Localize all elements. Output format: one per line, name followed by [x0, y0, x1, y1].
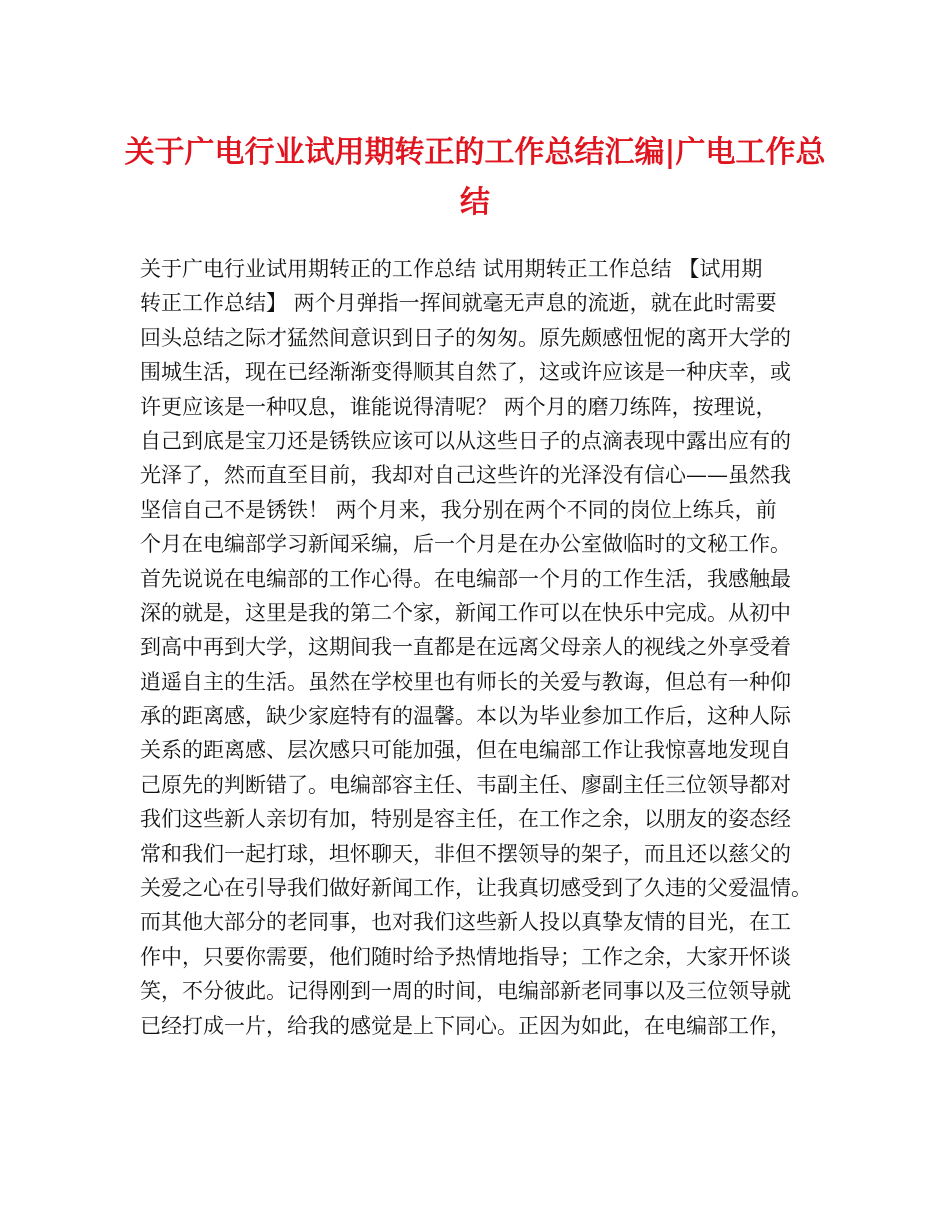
body-line: 回头总结之际才猛然间意识到日子的匆匆。原先颇感忸怩的离开大学的 — [140, 325, 791, 350]
body-line: 逍遥自主的生活。虽然在学校里也有师长的关爱与教诲，但总有一种仰 — [140, 669, 791, 694]
body-line: 作中，只要你需要，他们随时给予热情地指导；工作之余，大家开怀谈 — [140, 944, 791, 969]
body-line: 首先说说在电编部的工作心得。在电编部一个月的工作生活，我感触最 — [140, 566, 791, 591]
body-line: 笑，不分彼此。记得刚到一周的时间，电编部新老同事以及三位领导就 — [140, 979, 791, 1004]
body-line: 而其他大部分的老同事，也对我们这些新人投以真挚友情的目光，在工 — [140, 910, 791, 935]
body-line: 坚信自己不是锈铁！ 两个月来，我分别在两个不同的岗位上练兵，前 — [140, 497, 777, 522]
body-line: 围城生活，现在已经渐渐变得顺其自然了，这或许应该是一种庆幸，或 — [140, 360, 791, 385]
title-line: 关于广电行业试用期转正的工作总结汇编|广电工作总 — [124, 135, 826, 170]
document-title — [0, 128, 950, 228]
body-line: 深的就是，这里是我的第二个家，新闻工作可以在快乐中完成。从初中 — [140, 600, 791, 625]
title-line: 结 — [460, 185, 490, 220]
body-line: 己原先的判断错了。电编部容主任、韦副主任、廖副主任三位领导都对 — [140, 772, 791, 797]
body-line: 自己到底是宝刀还是锈铁应该可以从这些日子的点滴表现中露出应有的 — [140, 428, 791, 453]
document-body — [140, 252, 840, 1043]
body-line: 我们这些新人亲切有加，特别是容主任，在工作之余，以朋友的姿态经 — [140, 807, 791, 832]
body-line: 个月在电编部学习新闻采编，后一个月是在办公室做临时的文秘工作。 — [140, 532, 791, 557]
body-line: 光泽了，然而直至目前，我却对自己这些许的光泽没有信心——虽然我 — [140, 463, 791, 488]
body-line: 许更应该是一种叹息，谁能说得清呢？ 两个月的磨刀练阵，按理说， — [140, 394, 777, 419]
body-line: 关爱之心在引导我们做好新闻工作，让我真切感受到了久违的父爱温情。 — [140, 876, 812, 901]
body-line: 关于广电行业试用期转正的工作总结 试用期转正工作总结 【试用期 — [140, 257, 763, 281]
body-line: 到高中再到大学，这期间我一直都是在远离父母亲人的视线之外享受着 — [140, 635, 791, 660]
body-line: 关系的距离感、层次感只可能加强，但在电编部工作让我惊喜地发现自 — [140, 738, 791, 763]
body-line: 承的距离感，缺少家庭特有的温馨。本以为毕业参加工作后，这种人际 — [140, 704, 791, 729]
body-line: 已经打成一片，给我的感觉是上下同心。正因为如此，在电编部工作， — [140, 1013, 791, 1038]
body-line: 转正工作总结】 两个月弹指一挥间就毫无声息的流逝，就在此时需要 — [140, 291, 777, 316]
body-line: 常和我们一起打球，坦怀聊天，非但不摆领导的架子，而且还以慈父的 — [140, 841, 791, 866]
